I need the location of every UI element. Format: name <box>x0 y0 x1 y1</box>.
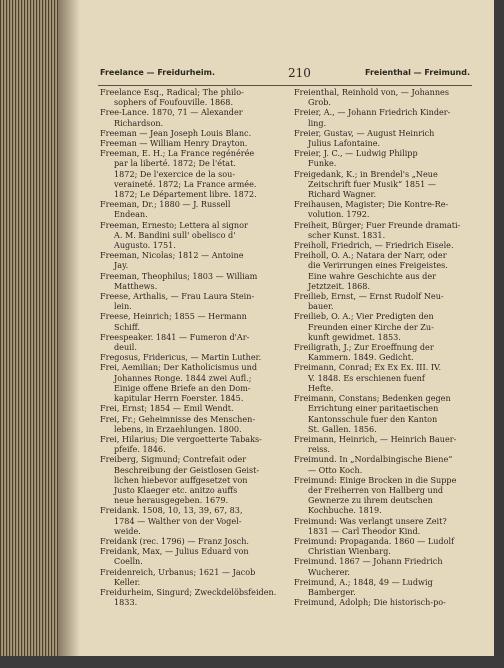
index-entry <box>100 250 288 270</box>
entry-line: Free-Lance. 1870, 71 — Alexander <box>100 107 243 118</box>
entry-continuation: Jetztzeit. 1868. <box>308 280 371 291</box>
entry-continuation: Beschreibung der Geistlosen Geist- <box>114 464 260 475</box>
entry-continuation: der Freiherren von Hallberg und <box>308 484 444 495</box>
entry-line: Freespeaker. 1841 — Fumeron d'Ar- <box>100 331 250 342</box>
entry-continuation: Endean. <box>114 209 148 220</box>
entry-line: Freese, Arthalis, — Frau Laura Stein- <box>100 291 255 302</box>
entry-line: Freier, J. C., — Ludwig Philipp <box>294 148 418 159</box>
entry-continuation: 1872; Le Département libre. 1872. <box>114 189 257 200</box>
index-entry <box>100 271 288 291</box>
index-entry <box>100 148 288 199</box>
entry-continuation: 1831 — Carl Theodor Kind. <box>308 525 421 536</box>
entry-continuation: St. Gallen. 1856. <box>308 423 377 434</box>
entry-line: Freidank (rec. 1796) — Franz Josch. <box>100 535 249 546</box>
entry-line: Freidank. 1508, 10, 13, 39, 67, 83, <box>100 505 243 516</box>
index-entry <box>100 128 288 138</box>
entry-line: Freeman — Jean Joseph Louis Blanc. <box>100 127 252 138</box>
index-entry <box>100 454 288 505</box>
entry-line: Freimann, Heinrich, — Heinrich Bauer- <box>294 433 457 444</box>
index-entry <box>100 434 288 454</box>
index-entry <box>294 434 474 454</box>
entry-line: Freimund. 1867 — Johann Friedrich <box>294 556 443 567</box>
entry-line: Frei, Hilarius; Die vergoetterte Tabaks- <box>100 433 262 444</box>
entry-continuation: volution. 1792. <box>308 209 370 220</box>
entry-continuation: Jay. <box>114 260 129 271</box>
entry-continuation: lichen hiebevor auffgesetzet von <box>114 474 248 485</box>
entry-continuation: Richardson. <box>114 117 164 128</box>
entry-line: Freihausen, Magister; Die Kontre-Re- <box>294 199 449 210</box>
index-entry <box>294 291 474 311</box>
entry-line: Freelance Esq., Radical; The philo- <box>100 87 244 97</box>
entry-line: Frei, Aemilian; Der Katholicismus und <box>100 362 258 373</box>
scan-bottom-border <box>0 656 504 668</box>
index-entry <box>294 454 474 474</box>
entry-continuation: Justo Klaeger etc. anitzo auffs <box>114 484 238 495</box>
entry-continuation: Schiff. <box>114 321 140 332</box>
index-entry <box>294 199 474 219</box>
entry-line: Freeman, Dr.; 1880 — J. Russell <box>100 199 231 210</box>
entry-continuation: Richard Wagner. <box>308 189 377 200</box>
index-entry <box>294 393 474 434</box>
index-entry <box>100 403 288 413</box>
entry-continuation: par la liberté. 1872; De l'état. <box>114 158 236 169</box>
entry-line: Fregosus, Fridericus, — Martin Luther. <box>100 352 262 363</box>
index-entry <box>294 169 474 200</box>
entry-continuation: Augusto. 1751. <box>114 240 176 251</box>
index-entry <box>100 87 288 107</box>
entry-continuation: reiss. <box>308 444 331 455</box>
entry-continuation: Kantonsschule fuer den Kanton <box>308 413 438 424</box>
entry-line: Freimund: Was verlangt unsere Zeit? <box>294 515 447 526</box>
index-entry <box>100 362 288 403</box>
entry-line: Freier, Gustav, — August Heinrich <box>294 127 435 138</box>
header-rule <box>98 85 472 86</box>
entry-line: Frei, Fr.; Geheimnisse des Menschen- <box>100 413 256 424</box>
entry-line: Freimund, Adolph; Die historisch-po- <box>294 597 446 608</box>
entry-continuation: — Otto Koch. <box>308 464 363 475</box>
index-entry <box>294 475 474 516</box>
entry-continuation: Julius Lafontaine. <box>308 138 381 149</box>
entry-line: Freienthal, Reinhold von, — Johannes <box>294 87 449 97</box>
entry-line: Freimund: Propaganda. 1860 — Ludolf <box>294 535 455 546</box>
index-entry <box>294 240 474 250</box>
index-entry <box>294 536 474 556</box>
entry-continuation: V. 1848. Es erschienen fuenf <box>308 372 425 383</box>
entry-continuation: 1833. <box>114 597 138 608</box>
entry-line: Freilieb, O. A.; Vier Predigten den <box>294 311 434 322</box>
entry-line: Freidank, Max, — Julius Eduard von <box>100 546 249 557</box>
entry-line: Freiholl, O. A.; Natara der Narr, oder <box>294 250 447 261</box>
entry-continuation: die Verirrungen eines Freigeistes. <box>308 260 448 271</box>
entry-continuation: Zeitschrift fuer Musik“ 1851 — <box>308 178 436 189</box>
index-entry <box>100 291 288 311</box>
entry-continuation: Matthews. <box>114 280 158 291</box>
entry-line: Freidurheim, Singurd; Zweckdelöbsfeiden. <box>100 586 277 597</box>
page-stack-edge <box>0 0 58 668</box>
index-entry <box>294 220 474 240</box>
index-entry <box>294 87 474 107</box>
entry-continuation: Kochbuche. 1819. <box>308 505 382 516</box>
entry-continuation: bauer. <box>308 301 334 312</box>
entry-continuation: ling. <box>308 117 327 128</box>
entry-continuation: neue herausgegeben. 1679. <box>114 495 229 506</box>
entry-continuation: 1784 — Walther von der Vogel- <box>114 515 242 526</box>
index-entry <box>100 332 288 352</box>
entry-line: Freiheit, Bürger; Fuer Freunde dramati- <box>294 219 461 230</box>
entry-continuation: Gewnerze zu ihrem deutschen <box>308 495 433 506</box>
entry-line: Freimann, Constans; Bedenken gegen <box>294 393 451 404</box>
entry-continuation: Grob. <box>308 97 331 108</box>
index-entry <box>100 138 288 148</box>
entry-continuation: weide. <box>114 525 141 536</box>
index-entry <box>294 250 474 291</box>
entry-continuation: A. M. Bandini sull' obelisco d' <box>114 229 236 240</box>
entry-line: Freeman — William Henry Drayton. <box>100 138 248 149</box>
index-entry <box>100 199 288 219</box>
index-entry <box>294 597 474 607</box>
entry-line: Freeman, Nicolas; 1812 — Antoine <box>100 250 244 261</box>
entry-continuation: kapitular Herrn Foerster. 1845. <box>114 393 244 404</box>
entry-continuation: Johannes Ronge. 1844 zwei Aufl.; <box>114 372 252 383</box>
header-right: Freienthal — Freimund. <box>365 68 470 77</box>
entry-continuation: Freunden einer Kirche der Zu- <box>308 321 434 332</box>
entry-continuation: veraineté. 1872; La France armée. <box>114 178 257 189</box>
index-entry <box>100 220 288 251</box>
index-entry <box>294 516 474 536</box>
index-entry <box>294 311 474 342</box>
entry-continuation: Hefte. <box>308 382 334 393</box>
entry-line: Freilieb, Ernst, — Ernst Rudolf Neu- <box>294 291 444 302</box>
left-column <box>100 87 288 607</box>
entry-line: Freeman, E. H.; La France regénérée <box>100 148 255 159</box>
entry-line: Freigedank, K.; in Brendel's „Neue <box>294 168 438 179</box>
entry-continuation: kunft gewidmet. 1853. <box>308 331 401 342</box>
header-left: Freelance — Freidurheim. <box>100 68 215 77</box>
entry-line: Freese, Heinrich; 1855 — Hermann <box>100 311 247 322</box>
entry-continuation: Coelln. <box>114 556 143 567</box>
index-entry <box>294 362 474 393</box>
index-entry <box>100 107 288 127</box>
running-header <box>100 68 470 82</box>
entry-continuation: Eine wahre Geschichte aus der <box>308 270 436 281</box>
entry-continuation: scher Kunst. 1831. <box>308 229 386 240</box>
entry-continuation: deuil. <box>114 342 137 353</box>
entry-line: Freeman, Theophilus; 1803 — William <box>100 270 258 281</box>
entry-continuation: Wucherer. <box>308 566 350 577</box>
entry-continuation: pfeife. 1846. <box>114 444 166 455</box>
entry-line: Freier, A., — Johann Friedrich Kinder- <box>294 107 451 118</box>
entry-continuation: Bamberger. <box>308 586 356 597</box>
index-entry <box>100 311 288 331</box>
index-entry <box>100 536 288 546</box>
index-entry <box>294 128 474 148</box>
entry-line: Freiholl, Friedrich, — Friedrich Eisele. <box>294 240 454 251</box>
entry-continuation: lein. <box>114 301 132 312</box>
entry-line: Freimund. In „Nordalbingische Biene“ <box>294 454 453 465</box>
index-entry <box>294 556 474 576</box>
entry-continuation: Funke. <box>308 158 337 169</box>
index-entry <box>294 148 474 168</box>
page-number: 210 <box>288 66 311 80</box>
entry-line: Freidenreich, Urbanus; 1621 — Jacob <box>100 566 256 577</box>
entry-line: Freeman, Ernesto; Lettera al signor <box>100 219 248 230</box>
entry-continuation: Keller. <box>114 576 141 587</box>
entry-continuation: Einige offene Briefe an den Dom- <box>114 382 251 393</box>
entry-continuation: lebens, in Erzaehlungen. 1800. <box>114 423 242 434</box>
index-entry <box>100 414 288 434</box>
entry-line: Freimund: Einige Brocken in die Suppe <box>294 474 457 485</box>
entry-line: Freiberg, Sigmund; Contrefait oder <box>100 454 247 465</box>
index-entry <box>100 352 288 362</box>
entry-continuation: sophers of Foufouville. 1868. <box>114 97 234 108</box>
right-column <box>294 87 474 607</box>
entry-continuation: Errichtung einer paritaetischen <box>308 403 439 414</box>
gutter-shadow <box>58 0 80 668</box>
entry-line: Freiligrath, J.; Zur Eroeffnung der <box>294 342 434 353</box>
index-entry <box>100 546 288 566</box>
scan-border <box>494 0 504 668</box>
index-entry <box>294 577 474 597</box>
entry-line: Freimann, Conrad; Ex Ex Ex. III. IV. <box>294 362 442 373</box>
entry-line: Frei, Ernst; 1854 — Emil Wendt. <box>100 403 234 414</box>
index-entry <box>100 587 288 607</box>
entry-continuation: Christian Wienbarg. <box>308 546 391 557</box>
entry-continuation: Kammern. 1849. Gedicht. <box>308 352 414 363</box>
index-entry <box>100 567 288 587</box>
index-entry <box>100 505 288 536</box>
entry-line: Freimund, A.; 1848, 49 — Ludwig <box>294 576 433 587</box>
entry-continuation: 1872; De l'exercice de la sou- <box>114 168 236 179</box>
index-entry <box>294 107 474 127</box>
index-entry <box>294 342 474 362</box>
